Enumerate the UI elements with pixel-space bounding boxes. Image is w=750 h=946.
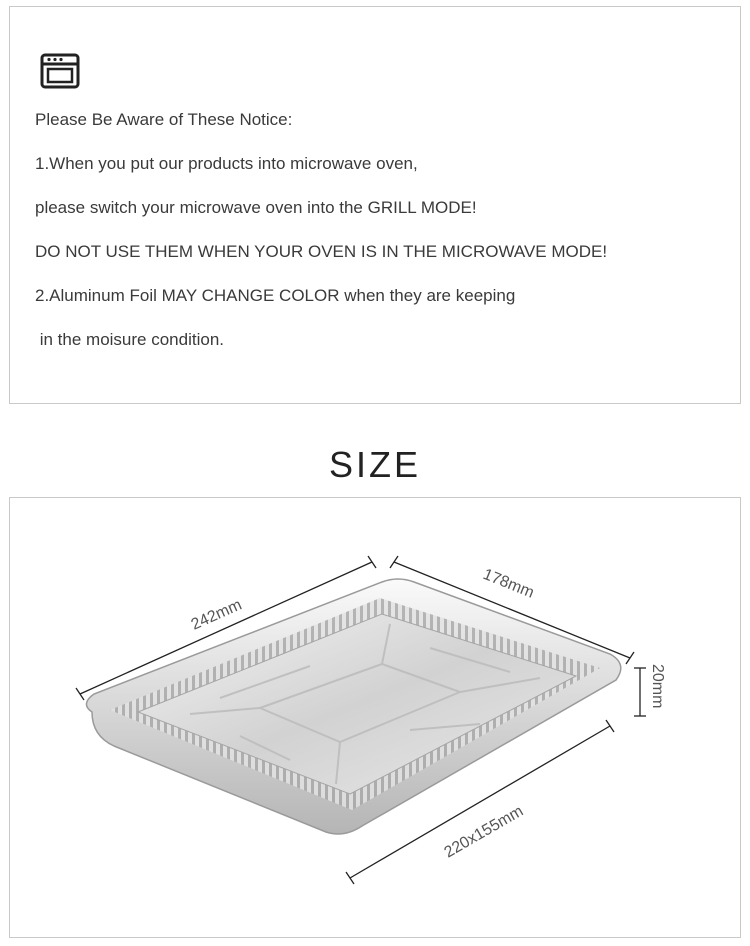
oven-icon [40, 53, 80, 89]
notice-box [9, 6, 741, 404]
notice-line-1: 1.When you put our products into microwave oven, [35, 154, 418, 173]
notice-line-4: 2.Aluminum Foil MAY CHANGE COLOR when they are keeping [35, 286, 516, 305]
notice-line-2: please switch your microwave oven into the GRILL MODE! [35, 198, 477, 217]
foil-tray-diagram [10, 498, 740, 937]
notice-heading: Please Be Aware of These Notice: [35, 110, 293, 129]
dim-label-bottom: 220x155mm [441, 802, 527, 862]
dim-label-width: 178mm [480, 565, 537, 602]
dim-label-height: 20mm [649, 664, 666, 709]
notice-line-3: DO NOT USE THEM WHEN YOUR OVEN IS IN THE MICROWAVE MODE! [35, 242, 608, 261]
dim-label-length: 242mm [188, 596, 245, 634]
size-title: SIZE [328, 444, 421, 485]
notice-line-5: in the moisure condition. [35, 330, 224, 349]
size-box [9, 497, 741, 938]
foil-tray [86, 579, 620, 834]
